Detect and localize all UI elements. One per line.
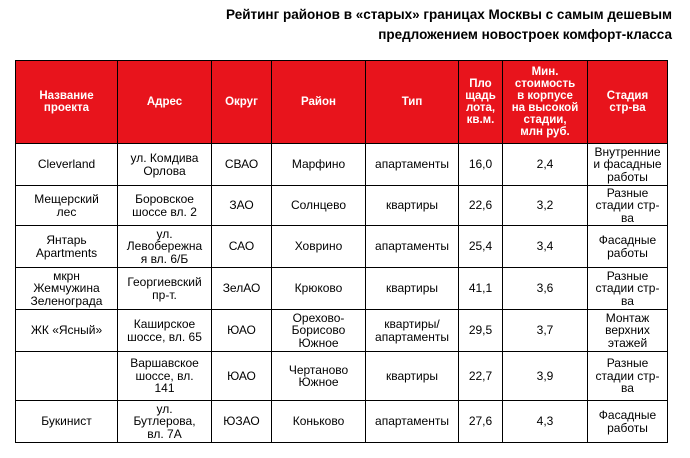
table-row [16, 268, 668, 310]
cell-project-name: Букинист [16, 401, 118, 443]
table-row [16, 401, 668, 443]
title-line-2: предложением новостроек комфорт-класса [378, 26, 672, 42]
cell-address: Каширское шоссе, вл. 65 [118, 310, 212, 352]
cell-area: 22,7 [459, 352, 503, 401]
cell-min-price: 3,7 [503, 310, 588, 352]
cell-project-name: Янтарь Apartments [16, 226, 118, 268]
header-address: Адрес [118, 61, 212, 144]
cell-district: Чертаново Южное [272, 352, 366, 401]
page-title [226, 5, 672, 44]
cell-okrug: ЗелАО [212, 268, 272, 310]
cell-area: 29,5 [459, 310, 503, 352]
header-min-price: Мин. стоимость в корпусе на высокой стадии, млн руб. [503, 61, 588, 144]
cell-district: Солнцево [272, 186, 366, 226]
header-stage: Стадия стр-ва [588, 61, 668, 144]
cell-type: квартиры [366, 352, 459, 401]
cell-address: ул. Бутлерова, вл. 7А [118, 401, 212, 443]
header-type: Тип [366, 61, 459, 144]
cell-stage: Разные стадии стр- ва [588, 186, 668, 226]
cell-address: ул. Левобережна я вл. 6/Б [118, 226, 212, 268]
ranking-table [15, 60, 668, 443]
cell-min-price: 4,3 [503, 401, 588, 443]
table-row [16, 226, 668, 268]
cell-min-price: 3,2 [503, 186, 588, 226]
cell-type: квартиры [366, 186, 459, 226]
cell-min-price: 3,9 [503, 352, 588, 401]
header-okrug: Округ [212, 61, 272, 144]
cell-okrug: СВАО [212, 144, 272, 186]
cell-project-name: Мещерский лес [16, 186, 118, 226]
cell-district: Коньково [272, 401, 366, 443]
cell-district: Крюково [272, 268, 366, 310]
cell-type: апартаменты [366, 401, 459, 443]
cell-district: Ховрино [272, 226, 366, 268]
cell-address: Варшавское шоссе, вл. 141 [118, 352, 212, 401]
table-row [16, 352, 668, 401]
cell-project-name: ЖК «Ясный» [16, 310, 118, 352]
cell-min-price: 3,4 [503, 226, 588, 268]
header-project-name: Название проекта [16, 61, 118, 144]
cell-stage: Разные стадии стр-ва [588, 268, 668, 310]
cell-area: 27,6 [459, 401, 503, 443]
cell-type: квартиры [366, 268, 459, 310]
cell-stage: Фасадные работы [588, 226, 668, 268]
cell-min-price: 3,6 [503, 268, 588, 310]
cell-stage: Внутренние и фасадные работы [588, 144, 668, 186]
title-line-1: Рейтинг районов в «старых» границах Москвы с самым дешевым [226, 7, 672, 22]
header-area: Пло щадь лота, кв.м. [459, 61, 503, 144]
cell-min-price: 2,4 [503, 144, 588, 186]
cell-address: Георгиевский пр-т. [118, 268, 212, 310]
table-header-row [16, 61, 668, 144]
cell-okrug: ЮАО [212, 352, 272, 401]
table-row [16, 186, 668, 226]
cell-okrug: ЗАО [212, 186, 272, 226]
cell-district: Марфино [272, 144, 366, 186]
cell-area: 25,4 [459, 226, 503, 268]
cell-type: апартаменты [366, 144, 459, 186]
cell-stage: Разные стадии стр-ва [588, 352, 668, 401]
header-district: Район [272, 61, 366, 144]
cell-project-name: мкрн Жемчужина Зеленограда [16, 268, 118, 310]
cell-type: квартиры/ апартаменты [366, 310, 459, 352]
cell-stage: Фасадные работы [588, 401, 668, 443]
table-body [16, 144, 668, 443]
cell-okrug: ЮЗАО [212, 401, 272, 443]
cell-project-name: Cleverland [16, 144, 118, 186]
table-row [16, 144, 668, 186]
cell-project-name [16, 352, 118, 401]
cell-area: 22,6 [459, 186, 503, 226]
cell-stage: Монтаж верхних этажей [588, 310, 668, 352]
cell-okrug: САО [212, 226, 272, 268]
cell-district: Орехово- Борисово Южное [272, 310, 366, 352]
table-row [16, 310, 668, 352]
cell-address: ул. Комдива Орлова [118, 144, 212, 186]
cell-type: апартаменты [366, 226, 459, 268]
cell-area: 16,0 [459, 144, 503, 186]
cell-address: Боровское шоссе вл. 2 [118, 186, 212, 226]
cell-area: 41,1 [459, 268, 503, 310]
cell-okrug: ЮАО [212, 310, 272, 352]
